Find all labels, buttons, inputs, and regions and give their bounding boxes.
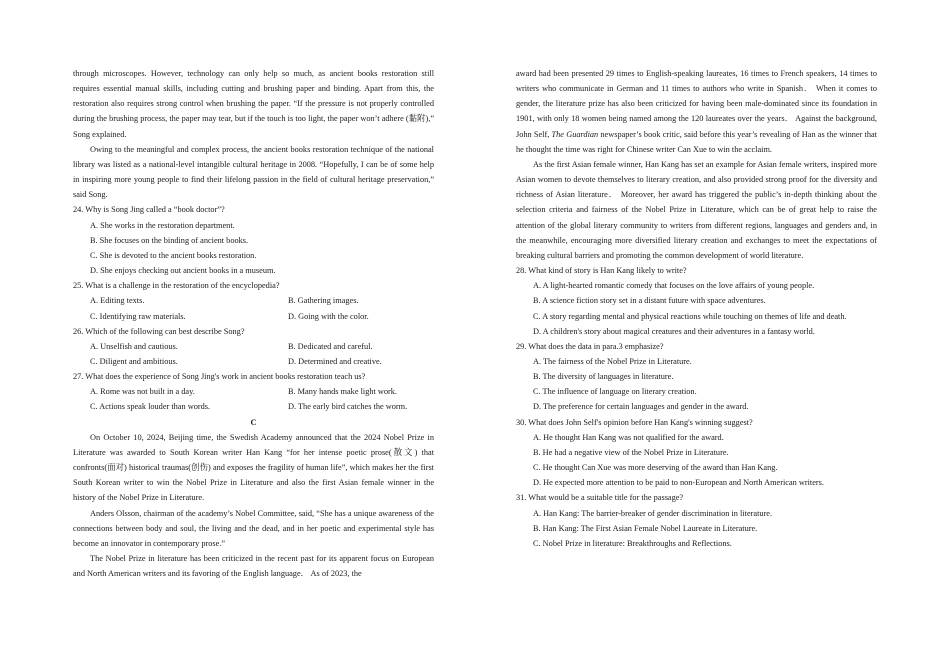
option-a: A. Rome was not built in a day.	[90, 387, 195, 397]
option-d: D. A children's story about magical creatures and their adventures in a fantasy world.	[533, 326, 815, 336]
option-b: B. He had a negative view of the Nobel Prize in Literature.	[533, 447, 729, 457]
option-c: C. Actions speak louder than words.	[90, 402, 211, 412]
question-stem: 31. What would be a suitable title for the passage?	[516, 493, 684, 503]
passage-b-paragraph: through microscopes. However, technology can only help so much, as ancient books restoration still requires essential manual skills, including cutting and brushing paper and binding. Apart from this, the restoration also requires strong control when brushing the paper. “If the pressure is not properly controlled during the brushing process, the paper may tear, but if the touch is too light, the paper won’t adhere (黏附),” Song explained.	[73, 69, 434, 139]
option-row	[73, 309, 434, 324]
option-a: A. The fairness of the Nobel Prize in Literature.	[533, 356, 692, 366]
option-b: B. Many hands make light work.	[288, 387, 397, 397]
left-column	[73, 66, 434, 581]
option-c: C. Nobel Prize in literature: Breakthroughs and Reflections.	[533, 538, 732, 548]
option-b: B. Han Kang: The First Asian Female Nobel Laureate in Literature.	[533, 523, 758, 533]
option-d: D. She enjoys checking out ancient books in a museum.	[90, 266, 276, 276]
question-stem: 25. What is a challenge in the restoration of the encyclopedia?	[73, 281, 280, 291]
section-heading: C	[250, 417, 257, 427]
paragraph-text: award had been presented 29 times to English-speaking laureates, 16 times to French speakers, 14 times to writers who communicate in German and 11 times to authors who write in Spanish． When it comes to gender, the literature prize has also been criticized for having been male-dominated since its foundation in 1901, with only 18 women being named among the 120 laureates over the years． Against the background, John Self,	[516, 69, 877, 139]
option-d: D. Determined and creative.	[288, 356, 382, 366]
question-stem: 27. What does the experience of Song Jing's work in ancient books restoration teach us?	[73, 372, 366, 382]
question-stem: 28. What kind of story is Han Kang likely to write?	[516, 266, 687, 276]
option-row	[73, 399, 434, 414]
option-d: D. The preference for certain languages and gender in the award.	[533, 402, 749, 412]
question-27	[73, 369, 434, 414]
option-c: C. He thought Can Xue was more deserving of the award than Han Kang.	[533, 463, 778, 473]
option-d: D. The early bird catches the worm.	[288, 402, 408, 412]
question-stem: 30. What does John Self's opinion before Han Kang's winning suggest?	[516, 417, 753, 427]
option-a: A. She works in the restoration department.	[90, 220, 235, 230]
paragraph-text: newspaper’s book critic, said before this year’s revealing of Han as the winner that he thought the time was right for Chinese writer Can Xue to win the acclaim.	[516, 129, 877, 154]
option-row	[73, 354, 434, 369]
question-25	[73, 278, 434, 323]
question-26	[73, 324, 434, 369]
question-stem: 24. Why is Song Jing called a “book doctor”?	[73, 205, 225, 215]
option-row	[73, 384, 434, 399]
passage-c-paragraph	[516, 66, 877, 157]
right-column	[516, 66, 877, 551]
option-d: D. Going with the color.	[288, 311, 369, 321]
passage-c-paragraph: Anders Olsson, chairman of the academy’s Nobel Committee, said, “She has a unique awareness of the connections between body and soul, the living and the dead, and in her poetic and experimental style has become an innovator in contemporary prose.”	[73, 508, 434, 548]
option-a: A. Unselfish and cautious.	[90, 341, 178, 351]
question-30	[516, 415, 877, 491]
question-28	[516, 263, 877, 339]
option-a: A. He thought Han Kang was not qualified for the award.	[533, 432, 724, 442]
question-stem: 26. Which of the following can best describe Song?	[73, 326, 245, 336]
option-c: C. Diligent and ambitious.	[90, 356, 178, 366]
option-a: A. Editing texts.	[90, 296, 145, 306]
question-24	[73, 202, 434, 278]
passage-c-paragraph: On October 10, 2024, Beijing time, the Swedish Academy announced that the 2024 Nobel Prize in Literature was awarded to South Korean writer Han Kang “for her intense poetic prose(散文) that confronts(面对) historical traumas(创伤) and exposes the fragility of human life”, which makes her the first South Korean writer to win the Nobel Prize in Literature and also the first Asian female winner in the history of the Nobel Prize in Literature.	[73, 432, 434, 503]
option-b: B. She focuses on the binding of ancient books.	[90, 235, 249, 245]
option-b: B. Gathering images.	[288, 296, 359, 306]
option-b: B. The diversity of languages in literature.	[533, 372, 674, 382]
question-stem: 29. What does the data in para.3 emphasize?	[516, 341, 664, 351]
option-row	[73, 339, 434, 354]
option-b: B. A science fiction story set in a distant future with space adventures.	[533, 296, 766, 306]
option-a: A. Han Kang: The barrier-breaker of gender discrimination in literature.	[533, 508, 773, 518]
option-row	[73, 293, 434, 308]
passage-c-paragraph: As the first Asian female winner, Han Kang has set an example for Asian female writers, inspired more Asian women to devote themselves to literary creation, and also provided strong proof for the diversity and richness of Asian literature． Moreover, her award has triggered the public’s in-depth thinking about the selection criteria and fairness of the Nobel Prize in Literature, which can be of great help to raise the attention of the global literary community to writers from different regions, languages and genders and, in the meanwhile, encouraging more diversified literary creation and exchanges to meet the expectations of breaking cultural barriers and promoting the common development of world literature.	[516, 159, 877, 260]
publication-title: The Guardian	[551, 129, 599, 139]
option-c: C. She is devoted to the ancient books restoration.	[90, 250, 257, 260]
option-d: D. He expected more attention to be paid to non-European and North American writers.	[533, 478, 824, 488]
passage-b-paragraph: Owing to the meaningful and complex process, the ancient books restoration technique of the national library was listed as a national-level intangible cultural heritage in 2008. “Hopefully, I can be of some help in inspiring more young people to find their lifelong passion in the field of cultural heritage preservation,” said Song.	[73, 144, 434, 200]
question-29	[516, 339, 877, 415]
option-a: A. A light-hearted romantic comedy that focuses on the love affairs of young people.	[533, 281, 815, 291]
question-31	[516, 490, 877, 551]
passage-c-paragraph: The Nobel Prize in literature has been criticized in the recent past for its apparent focus on European and North American writers and its favoring of the English language． As of 2023, the	[73, 554, 434, 579]
option-b: B. Dedicated and careful.	[288, 341, 373, 351]
option-c: C. Identifying raw materials.	[90, 311, 186, 321]
option-c: C. A story regarding mental and physical reactions while touching on themes of life and death.	[533, 311, 847, 321]
option-c: C. The influence of language on literary creation.	[533, 387, 697, 397]
